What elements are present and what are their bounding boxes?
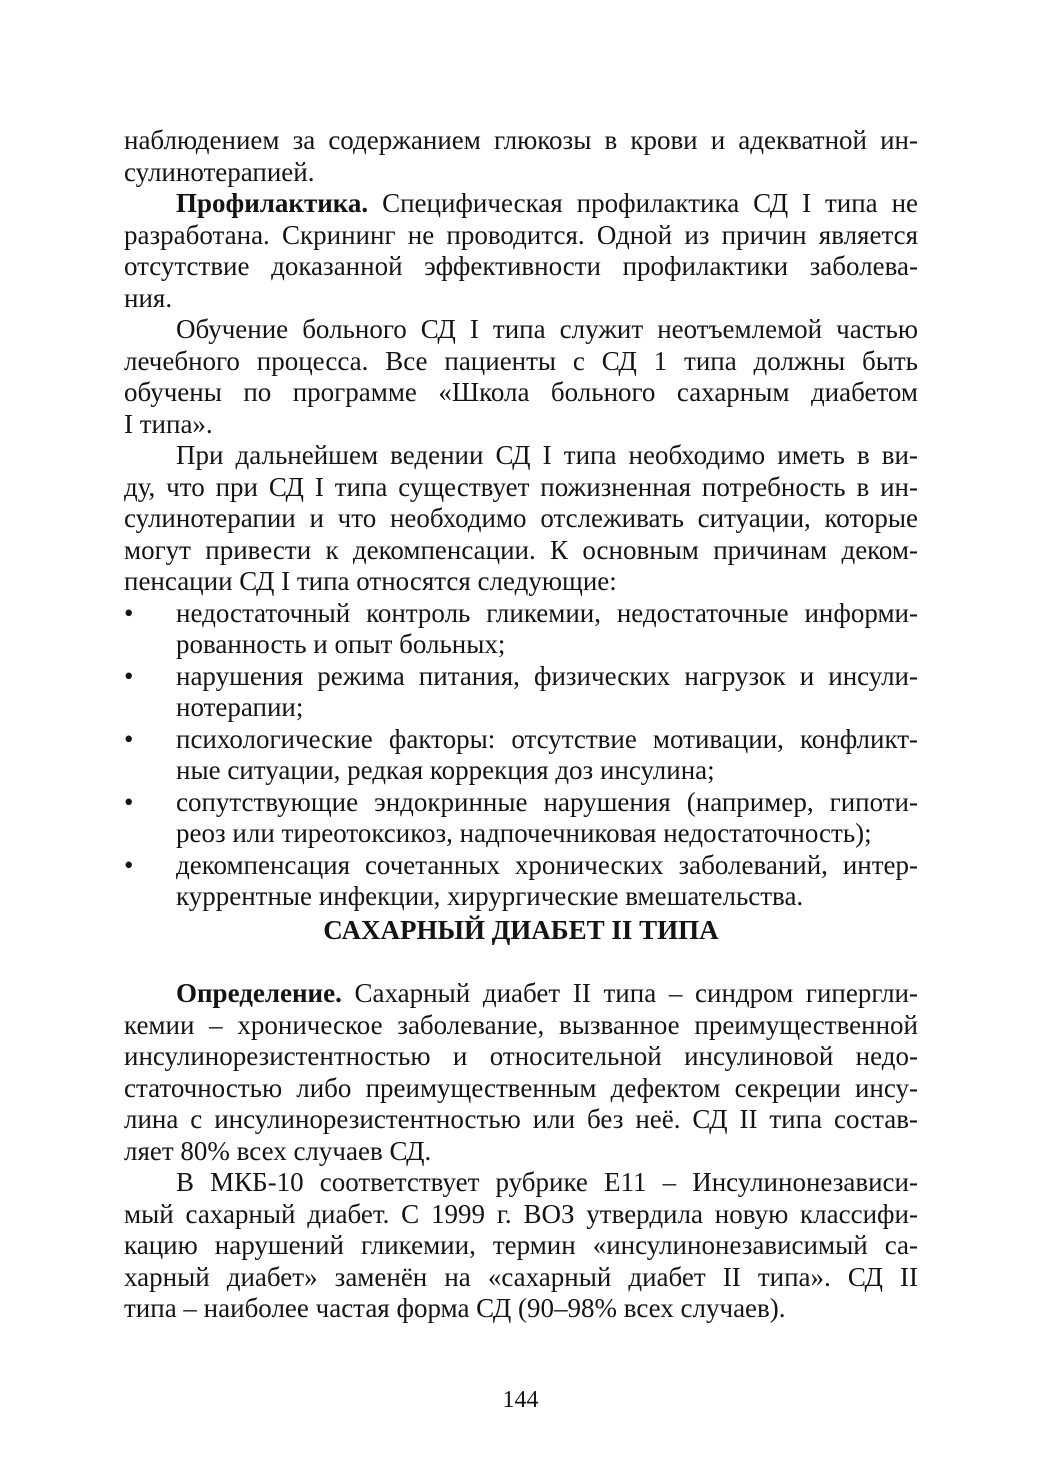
list-item — [124, 724, 918, 787]
bullet-icon: • — [124, 849, 134, 880]
list-item — [124, 850, 918, 913]
text-line: сулинотерапией. — [124, 156, 315, 187]
text-line: психологические факторы: отсутствие мотивации, конфликт- — [176, 723, 918, 754]
text-line: могут привести к декомпенсации. К основным причинам деком- — [124, 534, 918, 565]
text-line: недостаточный контроль гликемии, недостаточные информи- — [176, 597, 918, 628]
text-line: ляет 80% всех случаев СД. — [124, 1135, 432, 1166]
page-number: 144 — [502, 1387, 539, 1413]
text-line: сопутствующие эндокринные нарушения (например, гипоти- — [176, 786, 918, 817]
text-line: I типа». — [124, 408, 213, 439]
definition-label: Определение. — [176, 978, 342, 1008]
text-line: нотерапии; — [176, 692, 304, 722]
text-line: инсулинорезистентностью и относительной инсулиновой недо- — [124, 1041, 918, 1071]
paragraph-continuation — [124, 125, 918, 188]
list-item — [124, 787, 918, 850]
paragraph-prevention — [124, 188, 918, 314]
text-line: ные ситуации, редкая коррекция доз инсулина; — [176, 755, 715, 785]
text-line: реоз или тиреотоксикоз, надпочечниковая недостаточность); — [176, 818, 872, 848]
paragraph-definition — [124, 978, 918, 1167]
text-line: кемии – хроническое заболевание, вызванное преимущественной — [124, 1009, 918, 1040]
spacer — [124, 946, 918, 978]
text-line: рованность и опыт больных; — [176, 629, 506, 659]
text-line: пенсации СД I типа относятся следующие: — [124, 566, 617, 596]
text-line: декомпенсация сочетанных хронических заболеваний, интер- — [176, 849, 918, 880]
text-line: лина с инсулинорезистентностью или без неё. СД II типа состав- — [124, 1104, 918, 1134]
text-line: куррентные инфекции, хирургические вмешательства. — [176, 881, 804, 911]
text-line: харный диабет» заменён на «сахарный диабет II типа». СД II — [124, 1261, 918, 1292]
text-fragment: Специфическая профилактика СД I типа не — [368, 188, 918, 218]
text-line: разработана. Скрининг не проводится. Одной из причин является — [124, 219, 918, 250]
text-line — [124, 978, 918, 1010]
bullet-icon: • — [124, 723, 134, 754]
text-fragment: Сахарный диабет II типа – синдром гипергли- — [341, 978, 918, 1008]
text-line: ду, что при СД I типа существует пожизненная потребность в ин- — [124, 471, 918, 502]
text-line: кацию нарушений гликемии, термин «инсулинонезависимый са- — [124, 1230, 918, 1260]
text-line: ния. — [124, 282, 173, 313]
text-line: наблюдением за содержанием глюкозы в крови и адекватной ин- — [124, 125, 918, 155]
text-line: статочностью либо преимущественным дефектом секреции инсу- — [124, 1072, 918, 1103]
bullet-list — [124, 598, 918, 913]
prevention-label: Профилактика. — [176, 188, 369, 218]
bullet-icon: • — [124, 786, 134, 817]
text-line: Обучение больного СД I типа служит неотъемлемой частью — [176, 314, 918, 344]
section-heading: САХАРНЫЙ ДИАБЕТ II ТИПА — [323, 914, 719, 945]
page-body — [124, 125, 918, 1325]
text-line: При дальнейшем ведении СД I типа необходимо иметь в ви- — [176, 440, 918, 470]
text-line: типа – наиболее частая форма СД (90–98% всех случаев). — [124, 1293, 786, 1323]
paragraph-education — [124, 314, 918, 440]
text-line: отсутствие доказанной эффективности профилактики заболева- — [124, 251, 918, 281]
list-item — [124, 661, 918, 724]
text-line: мый сахарный диабет. С 1999 г. ВОЗ утвердила новую классифи- — [124, 1198, 918, 1229]
paragraph-icd — [124, 1167, 918, 1325]
text-line: нарушения режима питания, физических нагрузок и инсули- — [176, 660, 918, 691]
paragraph-management — [124, 440, 918, 598]
text-line — [124, 188, 918, 220]
list-item — [124, 598, 918, 661]
text-line: обучены по программе «Школа больного сахарным диабетом — [124, 377, 918, 407]
text-line: В МКБ-10 соответствует рубрике Е11 – Инсулинонезависи- — [176, 1167, 918, 1197]
text-line: лечебного процесса. Все пациенты с СД 1 типа должны быть — [124, 345, 918, 376]
bullet-icon: • — [124, 660, 134, 691]
text-line: сулинотерапии и что необходимо отслеживать ситуации, которые — [124, 503, 918, 533]
bullet-icon: • — [124, 597, 134, 628]
